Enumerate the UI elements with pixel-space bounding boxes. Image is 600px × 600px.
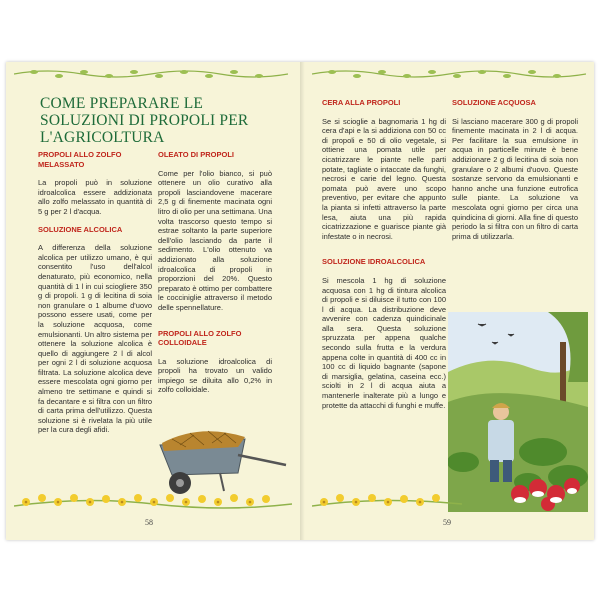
section-body: Si lasciano macerare 300 g di propoli finemente macinata in 2 l di acqua. Per facilitare la sua emulsione in acqua in particelle minute è bene addizionare 2 g di lecitina di soia non granulare o 2 albumi d'uovo. Queste sostanze servono da emulsionanti e hanno anche una funzione eutrofica sulle piante. La soluzione va mescolata ogni giorno per circa una quindicina di giorni. Alla fine di questo periodo la si filtra con un filtro di carta prima di utilizzarla. xyxy=(452,116,578,241)
section-heading: SOLUZIONE IDROALCOLICA xyxy=(322,257,426,267)
section-body: Si mescola 1 hg di soluzione acquosa con 1 hg di tintura alcolica di propoli e si diluisce il tutto con 100 l di acqua. La distribuzione deve avvenire con cadenza quindicinale alla sera. Questa soluzione spruzzata per appena qualche secondo sulla frutta e la verdura appena colte in quantità di 400 cc in 100 cc di liquido bagnante (sapone di marsiglia, gelatina, caseina ecc.) sciolti in 2 l di acqua aiuta a mantenerle inalterate più a lungo e protette da attacchi di funghi e muffe. xyxy=(322,275,446,410)
left-column-2 xyxy=(158,150,272,403)
section-body: Se si scioglie a bagnomaria 1 hg di cera d'api e la si addiziona con 50 cc di propoli e 50 di olio vegetale, si ottiene una pomata utile per cicatrizzare le piante nelle parti potate, tagliate o intaccate da funghi, necrosi e carie del legno. Questa pomata può avere uno scopo preventivo, per evitare che appunto la pianta si infetti attraverso la parte lesa, aiuta una più rapida cicatrizzazione e guarisce piante già infestate o in necrosi. xyxy=(322,116,446,241)
section-body: A differenza della soluzione alcolica per utilizzo umano, è qui consentito l'uso dell'alcol denaturato, più economico, nella quantità di 1 l in cui sciogliere 350 g di propoli. 1 g di lecitina di soia non granulare o 1 albume d'uovo possono essere usati, come per la soluzione acquosa, come emulsionanti. Un altro sistema per ottenere la soluzione alcolica è quello di aggiungere 2 l di alcol per ogni 2 l di soluzione acquosa filtrata. La soluzione alcolica deve essere mescolata ogni giorno per almeno tre settimane e quindi si fa decantare e si filtra con un filtro di carta prima dell'utilizzo. Questa soluzione si è rivelata la più utile per la cura degli afidi. xyxy=(38,243,152,435)
garden-illustration xyxy=(448,312,588,517)
section-heading: PROPOLI ALLO ZOLFO COLLOIDALE xyxy=(158,328,242,348)
page-title: COME PREPARARE LE SOLUZIONI DI PROPOLI PER L'AGRICOLTURA xyxy=(40,95,249,146)
left-column-1 xyxy=(38,150,152,443)
top-vine-right xyxy=(312,68,586,80)
top-vine-left xyxy=(14,68,288,80)
section-heading: PROPOLI ALLO ZOLFO MELASSATO xyxy=(38,150,122,169)
section-heading: CERA ALLA PROPOLI xyxy=(322,98,401,107)
book-gutter xyxy=(300,62,308,540)
page-number-right: 59 xyxy=(443,518,451,527)
section-heading: SOLUZIONE ALCOLICA xyxy=(38,224,123,234)
right-column-1 xyxy=(322,98,446,418)
flower-border-left xyxy=(14,482,292,517)
section-body: Come per l'olio bianco, si può ottenere un olio curativo alla propoli lasciandovene macerare 2,5 g di finemente macinata ogni litro di olio per una settimana. Una volta trascorso questo tempo si estrae soltanto la parte superiore dell'olio lasciando da parte il sedimento. L'olio ottenuto va addizionato alla soluzione idroalcolica di propoli in proporzioni del 20%. Questo preparato è ottimo per combattere le cocciniglie attraverso il metodo delle spennellature. xyxy=(158,168,272,312)
right-column-2 xyxy=(452,98,578,249)
section-body: La soluzione idroalcolica di propoli ha trovato un valido impiego se diluita allo 0,2% in zolfo colloidale. xyxy=(158,356,272,395)
section-heading: SOLUZIONE ACQUOSA xyxy=(452,98,536,107)
section-body: La propoli può in soluzione idroalcolica essere addizionata allo zolfo melassato in quantità di 5 g per 2 l d'acqua. xyxy=(38,178,152,216)
page-number-left: 58 xyxy=(145,518,153,527)
flower-border-right xyxy=(312,482,462,517)
section-heading: OLEATO DI PROPOLI xyxy=(158,150,234,159)
